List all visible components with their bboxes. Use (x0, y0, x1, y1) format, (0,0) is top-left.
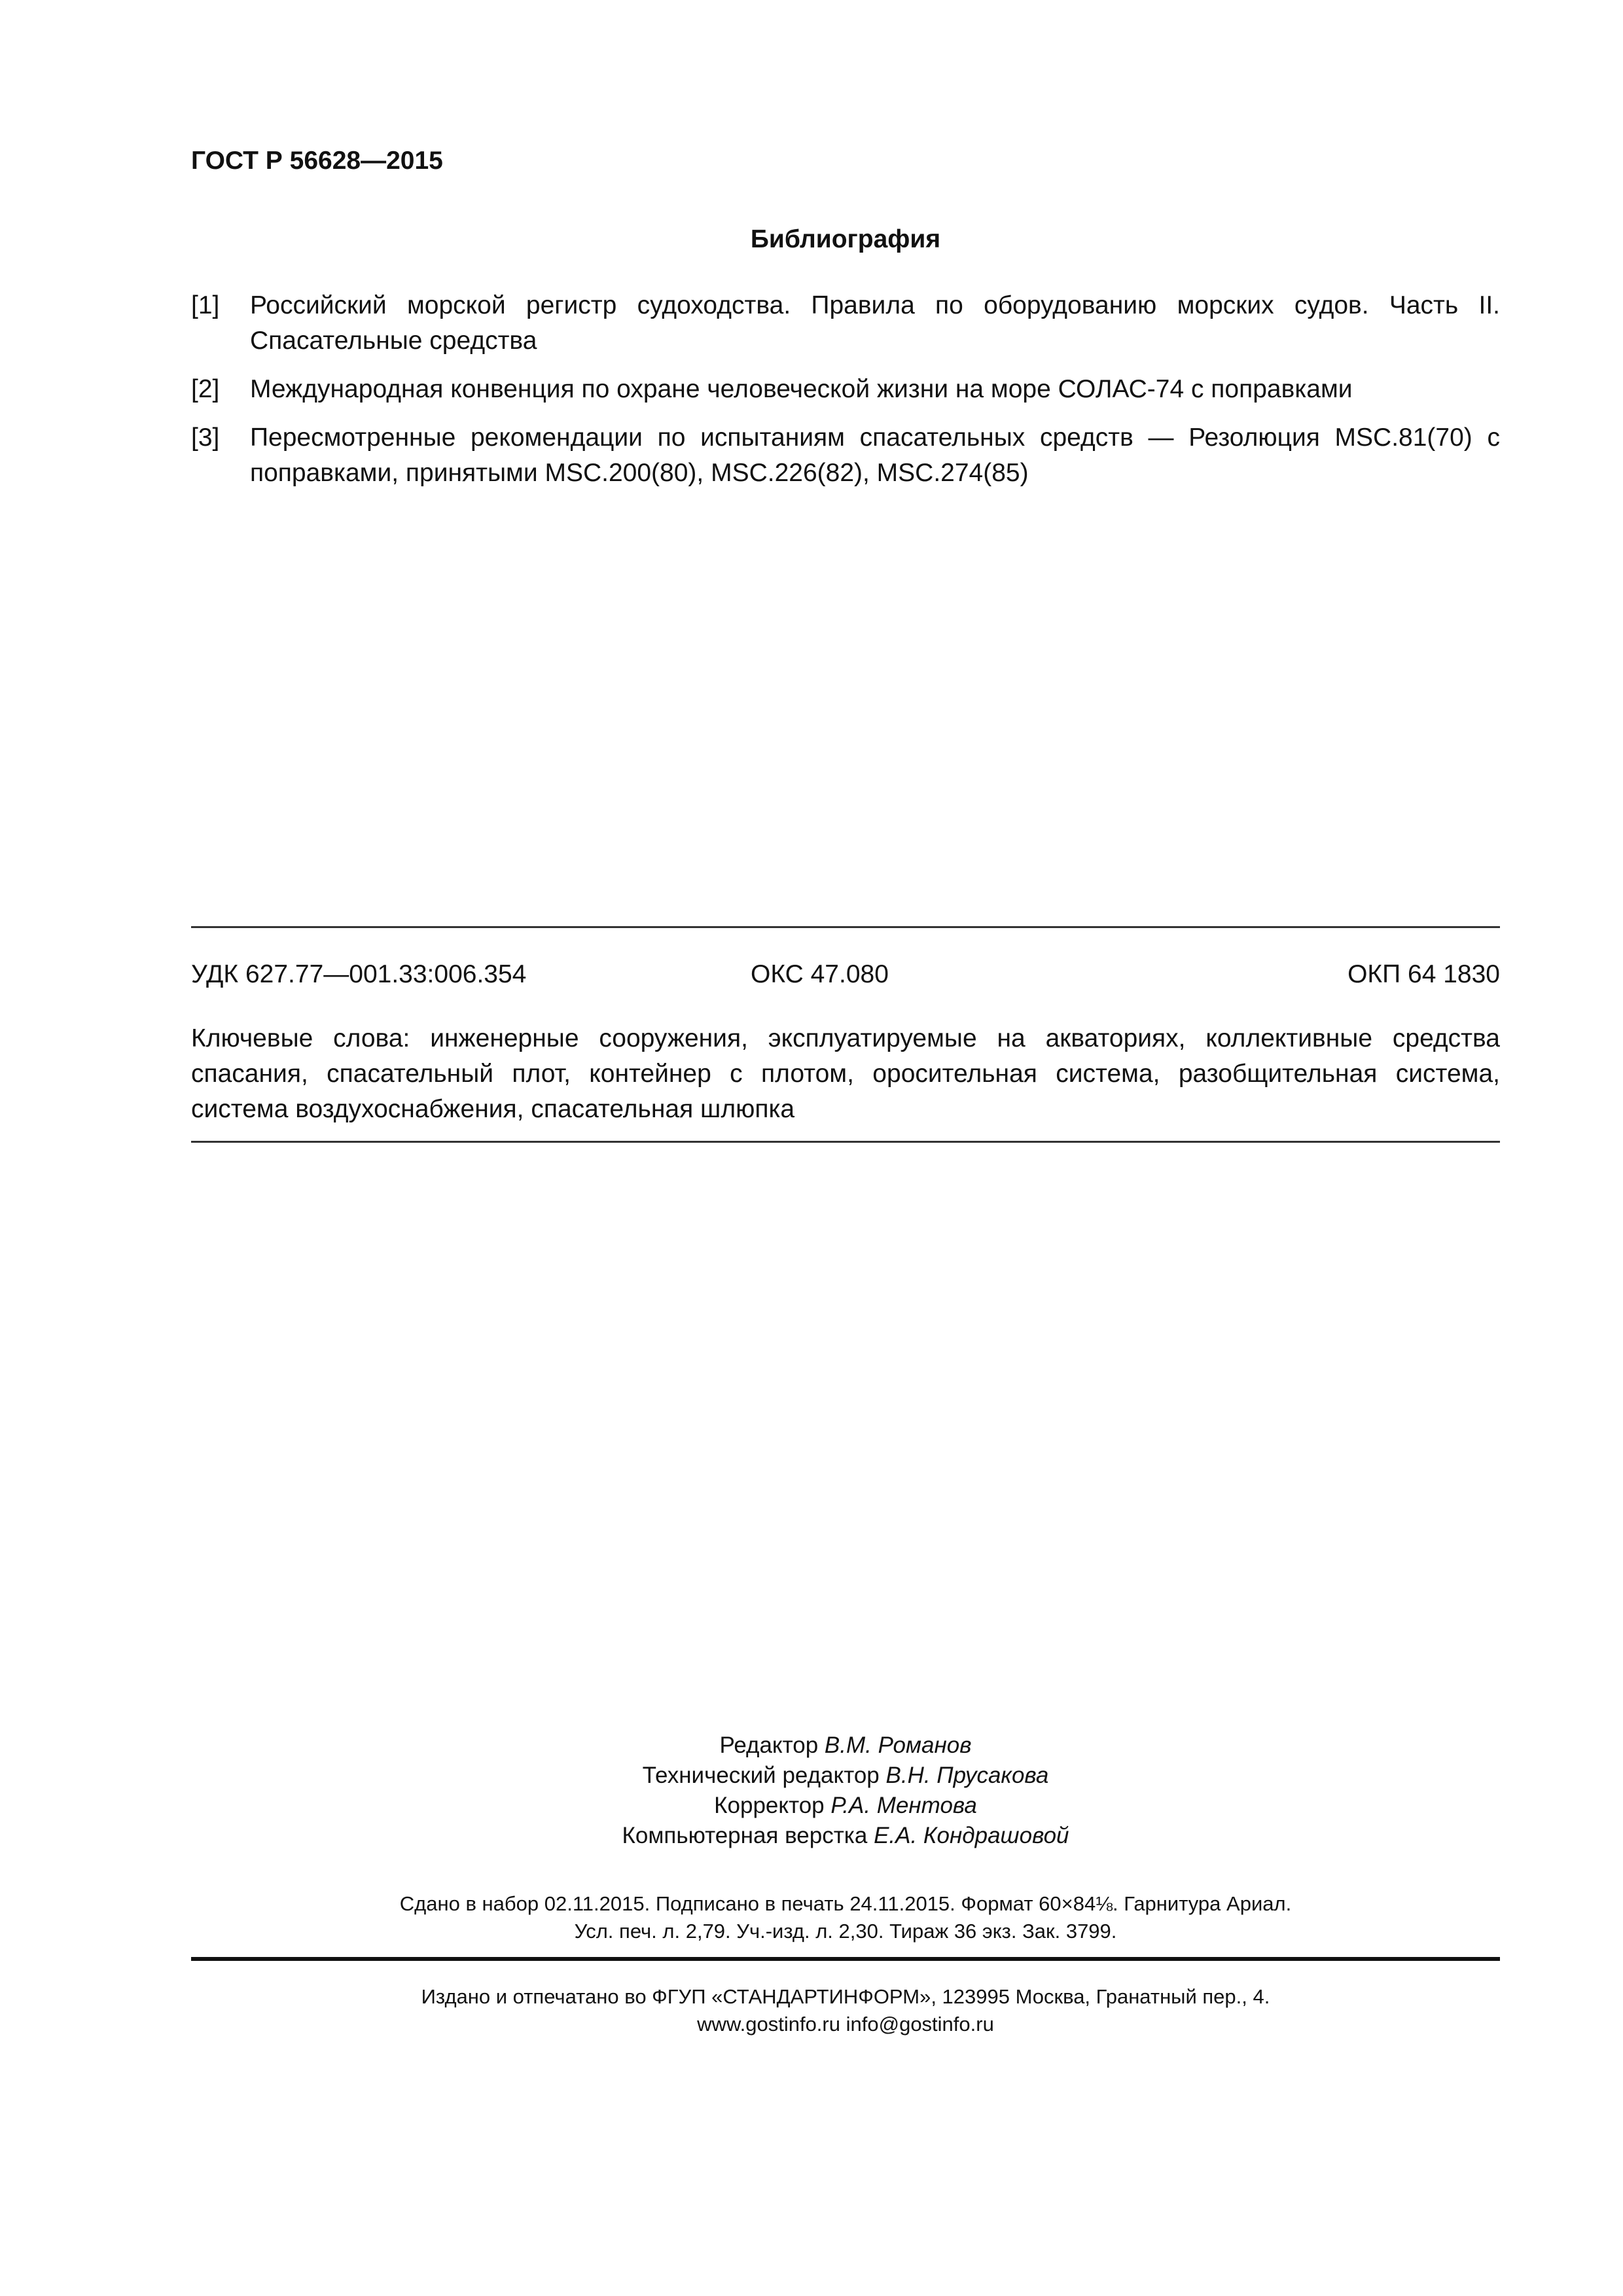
publisher-website-link[interactable]: www.gostinfo.ru (697, 2013, 840, 2036)
credit-technical-editor (191, 1761, 1500, 1791)
publisher-info (191, 1983, 1500, 2038)
bibliography-item (191, 420, 1500, 491)
bibliography-item (191, 372, 1500, 407)
divider-top (191, 926, 1500, 928)
print-info-line: Усл. печ. л. 2,79. Уч.-изд. л. 2,30. Тираж 36 экз. Зак. 3799. (574, 1920, 1117, 1943)
credit-name: Е.А. Кондрашовой (874, 1823, 1069, 1848)
bibliography-item-text: Российский морской регистр судоходства. Правила по оборудованию морских судов. Часть II. Спасательные средства (250, 291, 1500, 355)
bibliography-item-text: Пересмотренные рекомендации по испытаниям спасательных средств — Резолюция MSC.81(70) с поправками, принятыми MSC.200(80), MSC.226(82), MSC.274(85) (250, 423, 1500, 487)
bibliography-item-number: [2] (191, 375, 220, 403)
print-info (191, 1890, 1500, 1945)
bibliography-item-number: [1] (191, 291, 220, 319)
udk-code: УДК 627.77—001.33:006.354 (191, 960, 527, 988)
credit-name: Р.А. Ментова (830, 1793, 977, 1818)
credit-proofreader (191, 1791, 1500, 1821)
credit-role: Компьютерная верстка (622, 1823, 868, 1848)
bibliography-list (191, 288, 1500, 504)
bibliography-item-text: Международная конвенция по охране человеческой жизни на море СОЛАС-74 с поправками (250, 375, 1353, 403)
okp-code: ОКП 64 1830 (1347, 960, 1500, 988)
credit-editor (191, 1731, 1500, 1761)
credit-name: В.М. Романов (824, 1732, 972, 1758)
credits-block (191, 1731, 1500, 1851)
credit-role: Технический редактор (642, 1763, 880, 1788)
oks-code: ОКС 47.080 (751, 960, 889, 988)
divider-bottom (191, 1141, 1500, 1143)
document-code: ГОСТ Р 56628—2015 (191, 147, 443, 175)
print-info-line: Сдано в набор 02.11.2015. Подписано в печать 24.11.2015. Формат 60×84⅛. Гарнитура Ариал. (399, 1892, 1292, 1915)
bibliography-item (191, 288, 1500, 359)
credit-role: Корректор (714, 1793, 825, 1818)
classification-row (191, 957, 1500, 992)
credit-name: В.Н. Прусакова (885, 1763, 1049, 1788)
bibliography-item-number: [3] (191, 423, 220, 452)
publisher-address: Издано и отпечатано во ФГУП «СТАНДАРТИНФОРМ», 123995 Москва, Гранатный пер., 4. (421, 1985, 1270, 2008)
publisher-contacts (191, 2011, 1500, 2038)
keywords-paragraph: Ключевые слова: инженерные сооружения, эксплуатируемые на акваториях, коллективные средства спасания, спасательный плот, контейнер с плотом, оросительная система, разобщительная система, система воздухоснабжения, спасательная шлюпка (191, 1024, 1500, 1123)
bibliography-title: Библиография (750, 225, 941, 253)
credit-layout (191, 1821, 1500, 1851)
divider-thick (191, 1957, 1500, 1961)
credit-role: Редактор (719, 1732, 819, 1758)
publisher-email-link[interactable]: info@gostinfo.ru (846, 2013, 994, 2036)
